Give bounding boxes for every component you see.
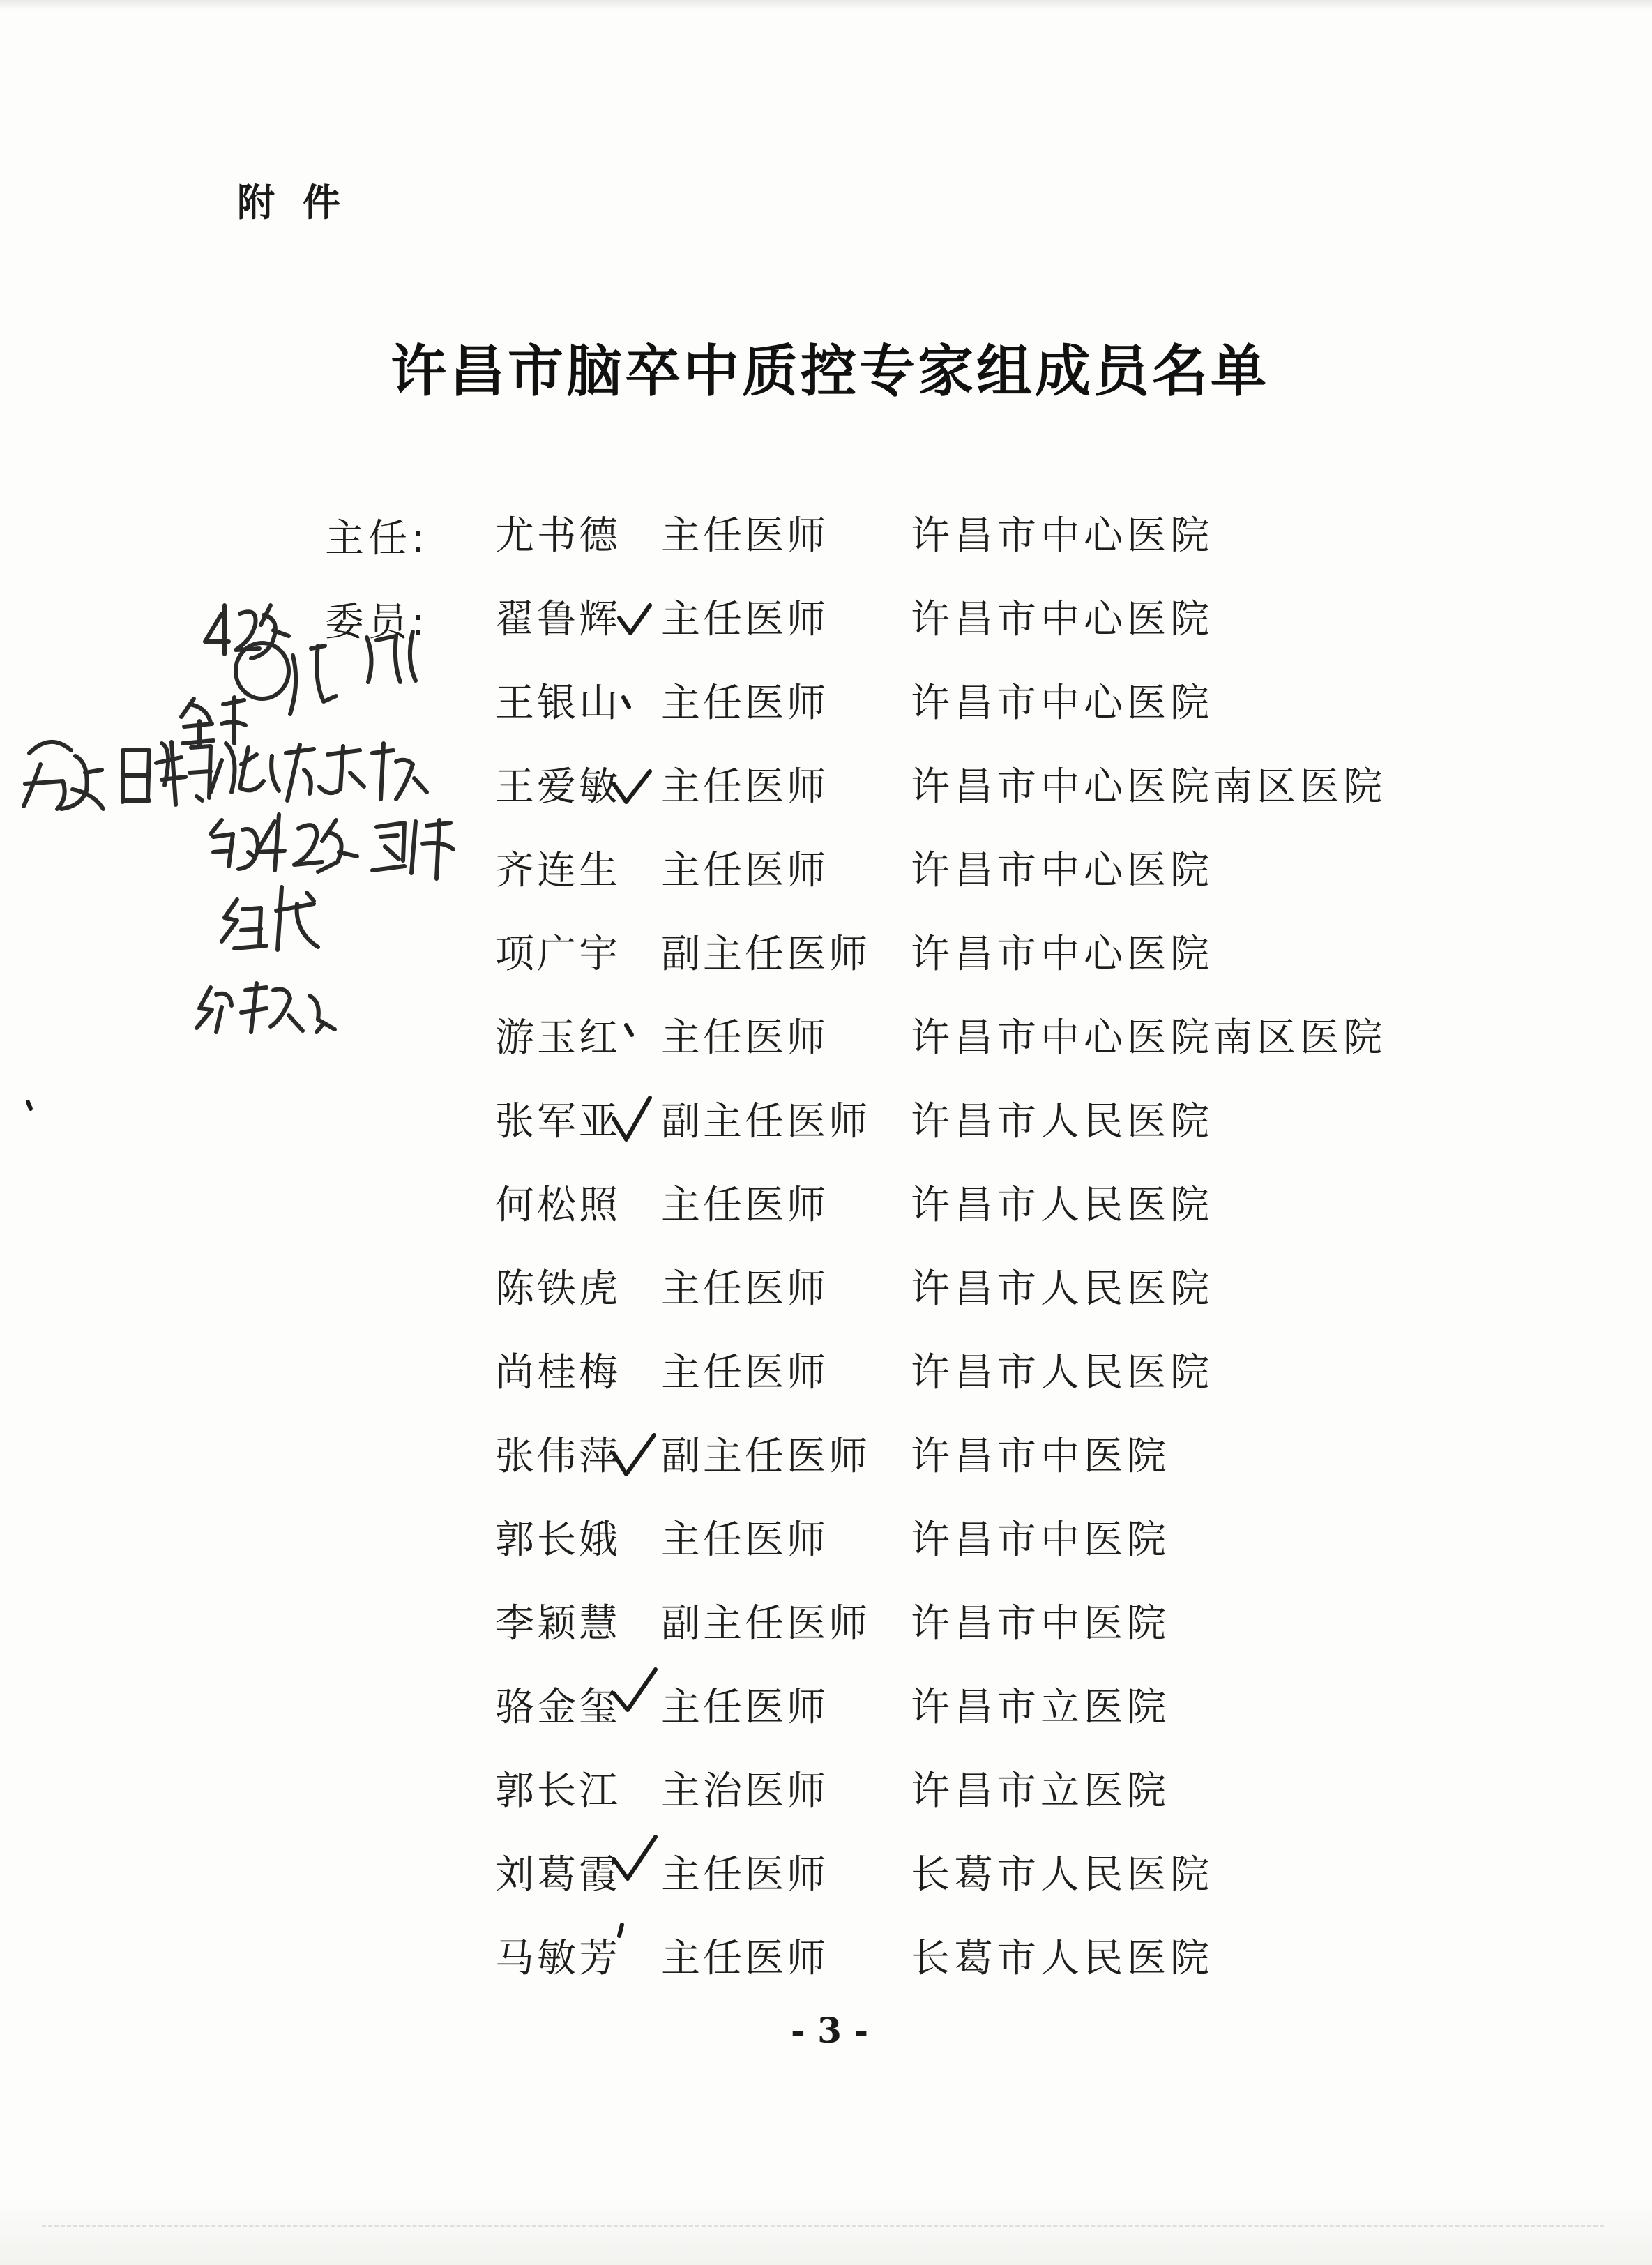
member-title: 主任医师 [661,1350,828,1395]
member-name: 马敏芳 [495,1936,621,1981]
member-title: 副主任医师 [661,1099,870,1144]
member-title: 主任医师 [661,1685,828,1730]
member-title: 主治医师 [661,1768,828,1814]
member-hospital: 许昌市人民医院 [911,1266,1213,1312]
member-name: 张军亚 [495,1099,621,1144]
member-name: 王银山 [495,681,621,726]
member-name: 何松照 [495,1183,621,1228]
member-title: 副主任医师 [661,1601,870,1646]
director-role-text: 主任: [325,516,429,561]
attachment-label: 附件 [237,180,368,225]
member-name: 陈铁虎 [495,1266,621,1312]
scan-edge-bottom [0,2197,1652,2265]
page-number: - 3 - [791,2010,869,2051]
member-hospital: 许昌市中医院 [911,1517,1170,1563]
member-name: 张伟萍 [495,1434,621,1479]
director-hospital: 许昌市中心医院 [911,513,1213,559]
document-title: 许昌市脑卒中质控专家组成员名单 [391,338,1269,404]
member-title: 主任医师 [661,1852,828,1897]
member-hospital: 许昌市中医院 [911,1601,1170,1646]
member-hospital: 许昌市中心医院 [911,597,1213,642]
member-hospital: 许昌市人民医院 [911,1183,1213,1228]
member-name: 翟鲁辉 [495,597,621,642]
member-name: 项广宇 [495,932,621,977]
member-role-text: 委员: [325,600,429,645]
member-hospital: 许昌市中医院 [911,1434,1170,1479]
member-hospital: 许昌市人民医院 [911,1099,1213,1144]
member-title: 主任医师 [661,1015,828,1061]
member-title: 主任医师 [661,1183,828,1228]
member-name: 李颖慧 [495,1601,621,1646]
member-hospital: 许昌市立医院 [911,1685,1170,1730]
member-name: 刘葛霞 [495,1852,621,1897]
member-name: 尚桂梅 [495,1350,621,1395]
member-hospital: 许昌市人民医院 [911,1350,1213,1395]
member-title: 主任医师 [661,1936,828,1981]
member-title: 副主任医师 [661,1434,870,1479]
member-hospital: 许昌市中心医院南区医院 [911,1015,1386,1061]
member-title: 主任医师 [661,1266,828,1312]
member-hospital: 许昌市中心医院 [911,848,1213,893]
member-name: 齐连生 [495,848,621,893]
member-hospital: 许昌市立医院 [911,1768,1170,1814]
director-role-label [325,508,429,563]
director-name: 尤书德 [495,513,621,559]
member-hospital: 长葛市人民医院 [911,1852,1213,1897]
member-name: 王爱敏 [495,764,621,810]
director-title: 主任医师 [661,513,828,559]
member-title: 主任医师 [661,597,828,642]
member-title: 副主任医师 [661,932,870,977]
member-title: 主任医师 [661,1517,828,1563]
member-name: 游玉红 [495,1015,621,1061]
member-name: 郭长江 [495,1768,621,1814]
member-hospital: 许昌市中心医院南区医院 [911,764,1386,810]
member-title: 主任医师 [661,681,828,726]
scan-edge-top [0,0,1652,10]
member-hospital: 长葛市人民医院 [911,1936,1213,1981]
member-name: 骆金玺 [495,1685,621,1730]
member-title: 主任医师 [661,764,828,810]
member-hospital: 许昌市中心医院 [911,681,1213,726]
member-name: 郭长娥 [495,1517,621,1563]
member-hospital: 许昌市中心医院 [911,932,1213,977]
member-role-label [325,591,429,647]
member-title: 主任医师 [661,848,828,893]
